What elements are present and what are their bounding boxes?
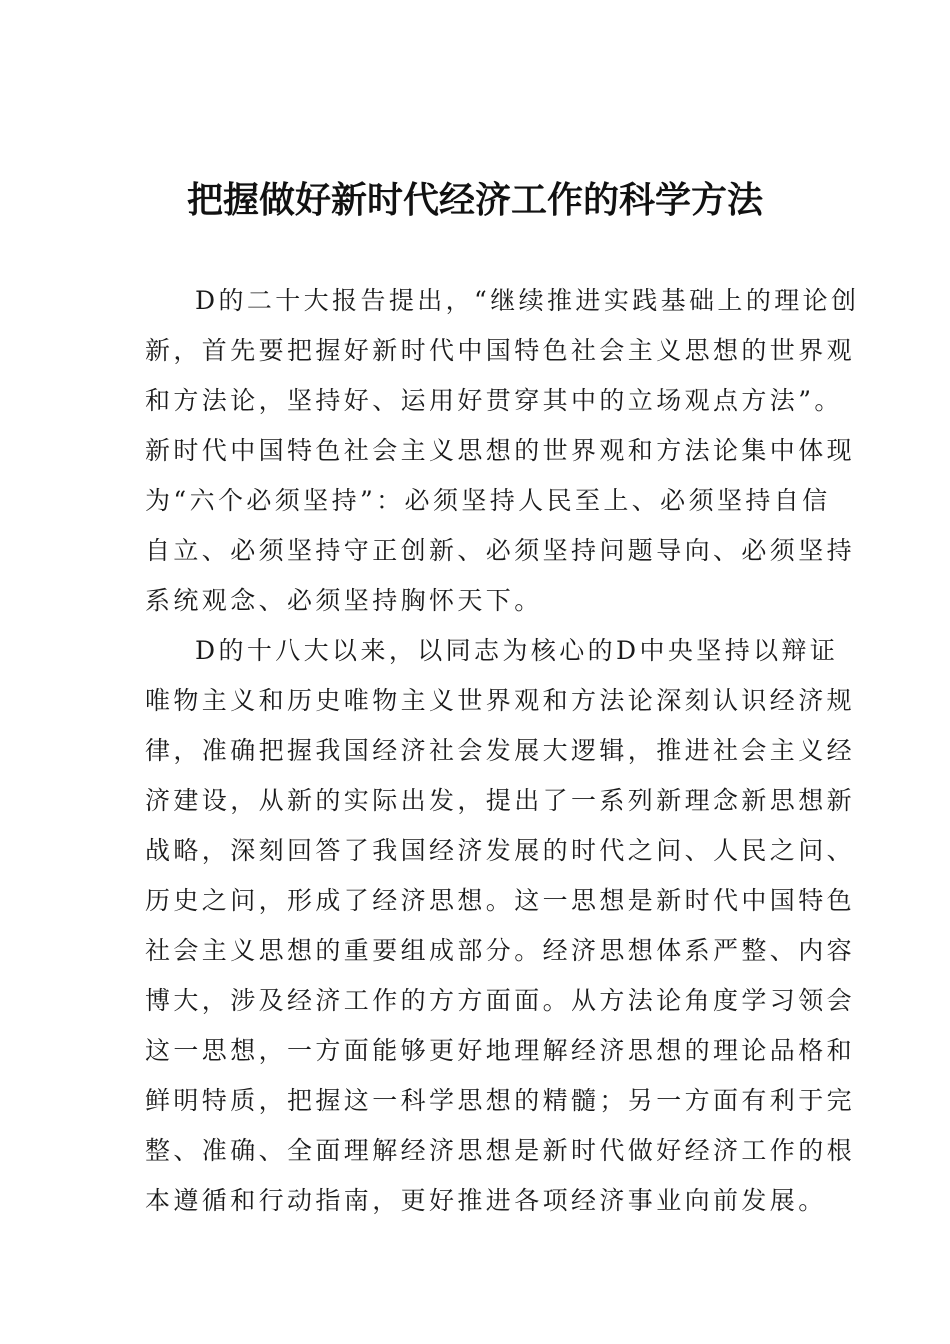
paragraph-line: 和方法论，坚持好、运用好贯穿其中的立场观点方法”。	[145, 386, 843, 415]
paragraph-line: 社会主义思想的重要组成部分。经济思想体系严整、内容	[145, 936, 856, 965]
paragraph-1	[145, 276, 860, 626]
paragraph-line: 整、准确、全面理解经济思想是新时代做好经济工作的根	[145, 1136, 856, 1165]
paragraph-line: 为“六个必须坚持”：必须坚持人民至上、必须坚持自信	[145, 486, 831, 515]
paragraph-line: 鲜明特质，把握这一科学思想的精髓；另一方面有利于完	[145, 1086, 856, 1115]
paragraph-line: 历史之问，形成了经济思想。这一思想是新时代中国特色	[145, 886, 856, 915]
paragraph-line: 系统观念、必须坚持胸怀天下。	[145, 586, 543, 615]
paragraph-line: D的十八大以来，以同志为核心的D中央坚持以辩证	[195, 636, 839, 665]
document-body	[145, 276, 860, 1226]
paragraph-line: 本遵循和行动指南，更好推进各项经济事业向前发展。	[145, 1186, 827, 1215]
paragraph-line: 济建设，从新的实际出发，提出了一系列新理念新思想新	[145, 786, 856, 815]
paragraph-line: 唯物主义和历史唯物主义世界观和方法论深刻认识经济规	[145, 686, 856, 715]
paragraph-line: 这一思想，一方面能够更好地理解经济思想的理论品格和	[145, 1036, 856, 1065]
paragraph-line: 自立、必须坚持守正创新、必须坚持问题导向、必须坚持	[145, 536, 856, 565]
paragraph-line: 战略，深刻回答了我国经济发展的时代之问、人民之问、	[145, 836, 856, 865]
document-title: 把握做好新时代经济工作的科学方法	[186, 179, 763, 221]
paragraph-line: D的二十大报告提出，“继续推进实践基础上的理论创	[195, 286, 860, 315]
paragraph-2	[145, 626, 856, 1226]
paragraph-line: 律，准确把握我国经济社会发展大逻辑，推进社会主义经	[145, 736, 856, 765]
paragraph-line: 新，首先要把握好新时代中国特色社会主义思想的世界观	[145, 336, 856, 365]
paragraph-line: 博大，涉及经济工作的方方面面。从方法论角度学习领会	[145, 986, 856, 1015]
paragraph-line: 新时代中国特色社会主义思想的世界观和方法论集中体现	[145, 436, 856, 465]
